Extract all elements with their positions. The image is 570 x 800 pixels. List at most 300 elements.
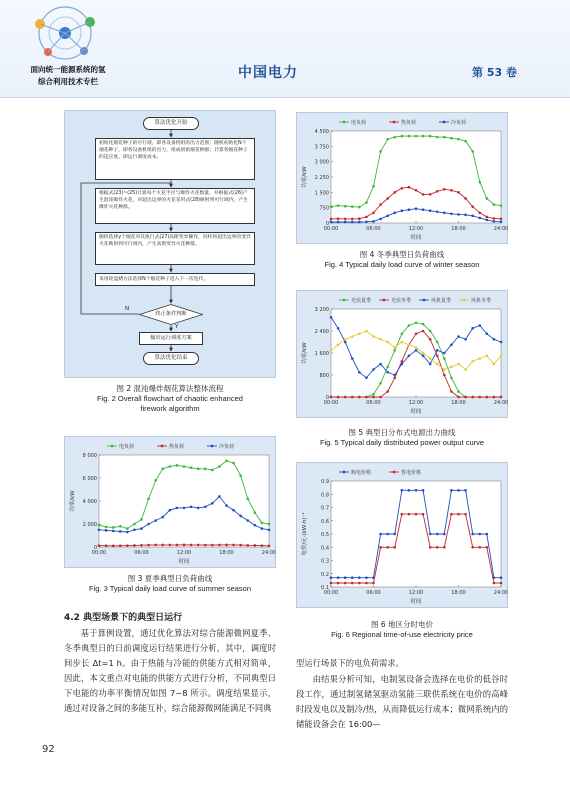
data-point	[450, 390, 453, 393]
data-point	[344, 396, 347, 399]
data-point	[429, 533, 432, 536]
data-point	[393, 211, 396, 214]
data-point	[211, 469, 214, 472]
data-point	[486, 546, 489, 549]
data-point	[379, 150, 382, 153]
data-point	[443, 352, 446, 355]
data-point	[457, 213, 460, 216]
data-point	[500, 341, 503, 344]
data-point	[351, 218, 354, 221]
data-point	[218, 465, 221, 468]
data-point	[169, 465, 172, 468]
fig2-caption-en1: Fig. 2 Overall flowchart of chaotic enhanced	[97, 394, 243, 403]
data-point	[351, 335, 354, 338]
x-tick-label: 18:00	[219, 550, 234, 556]
y-axis-label: 功率/kW	[70, 490, 76, 512]
data-point	[126, 527, 129, 530]
data-point	[344, 338, 347, 341]
fig4-caption-en: Fig. 4 Typical daily load curve of winter season	[324, 260, 480, 269]
data-point	[393, 136, 396, 139]
data-point	[415, 321, 418, 324]
fig4-caption	[296, 250, 508, 270]
data-point	[500, 582, 503, 585]
data-point	[330, 205, 333, 208]
data-point	[401, 187, 404, 190]
data-point	[337, 396, 340, 399]
x-axis-label: 时间	[410, 409, 422, 415]
data-point	[372, 185, 375, 188]
data-point	[112, 526, 115, 529]
data-point	[422, 323, 425, 326]
fig5-caption-cn: 图 5 典型日分布式电源出力曲线	[348, 428, 456, 437]
data-point	[254, 524, 257, 527]
legend-label: 购电价格	[351, 470, 372, 476]
fig5-chart	[297, 291, 509, 419]
data-point	[429, 546, 432, 549]
data-point	[246, 519, 249, 522]
data-point	[464, 338, 467, 341]
data-point	[471, 150, 474, 153]
data-point	[119, 530, 122, 533]
legend-marker	[161, 445, 164, 448]
fig6-chart	[297, 463, 509, 609]
data-point	[351, 221, 354, 224]
data-point	[486, 216, 489, 219]
data-point	[98, 528, 101, 531]
data-point	[500, 220, 503, 223]
data-point	[351, 582, 354, 585]
data-point	[261, 522, 264, 525]
volume-number: 第 53 卷	[472, 66, 517, 79]
data-point	[98, 544, 101, 547]
data-point	[190, 466, 193, 469]
y-tick-label: 6 000	[82, 476, 97, 482]
data-point	[154, 479, 157, 482]
data-point	[401, 341, 404, 344]
data-point	[140, 527, 143, 530]
data-point	[358, 576, 361, 579]
legend-label: 热负荷	[169, 444, 185, 450]
x-tick-label: 00:00	[323, 590, 339, 596]
data-point	[330, 316, 333, 319]
data-point	[429, 363, 432, 366]
data-point	[422, 489, 425, 492]
data-point	[436, 354, 439, 357]
data-point	[393, 376, 396, 379]
data-point	[112, 530, 115, 533]
y-tick-label: 4 000	[82, 499, 97, 505]
legend-marker	[211, 445, 214, 448]
left-body-paragraph: 基于算例设置，通过优化算法对综合能源微网夏季、冬季典型日的日前调度运行结果进行分析，其中，调度时间步长 Δt=1 h。由于热能与冷能的供能方式相对简单，因此，本文重点对电能的供能方式进行分析，不同典型日下电能的功率平衡情况如图 7~8 所示。调度结果显示，通过对设备之间的多能互补，综合能源微网能满足不同典	[64, 628, 276, 713]
x-tick-label: 06:00	[366, 226, 381, 232]
data-point	[386, 371, 389, 374]
data-point	[246, 497, 249, 500]
data-point	[386, 546, 389, 549]
data-point	[330, 396, 333, 399]
y-tick-label: 3 000	[314, 159, 329, 166]
x-tick-label: 12:00	[176, 550, 192, 556]
data-point	[176, 464, 179, 467]
data-point	[436, 210, 439, 213]
data-point	[471, 360, 474, 363]
data-point	[372, 368, 375, 371]
x-tick-label: 18:00	[451, 226, 466, 232]
data-point	[401, 135, 404, 138]
legend-label: 冷负荷	[219, 444, 235, 450]
data-point	[478, 181, 481, 184]
data-point	[436, 341, 439, 344]
y-tick-label: 4 500	[314, 129, 329, 135]
data-point	[372, 335, 375, 338]
legend-label: 售电价格	[401, 470, 422, 476]
section-heading: 4.2 典型场景下的典型日运行	[64, 613, 183, 623]
data-point	[436, 136, 439, 139]
x-tick-label: 18:00	[451, 400, 466, 406]
data-point	[246, 544, 249, 547]
data-point	[211, 502, 214, 505]
data-point	[443, 546, 446, 549]
data-point	[204, 468, 207, 471]
x-tick-label: 06:00	[366, 590, 381, 596]
data-point	[119, 544, 122, 547]
data-point	[436, 190, 439, 193]
data-point	[443, 368, 446, 371]
legend-marker	[443, 121, 446, 124]
y-tick-label: 1 500	[314, 190, 329, 197]
x-tick-label: 18:00	[451, 590, 466, 596]
fig3-caption-cn: 图 3 夏季典型日负荷曲线	[127, 574, 213, 583]
flow-step-init: 初始化烟花种子的可行域，即各设备机组的出力范围；随机初始化N个烟花种子，即各设备机组的出力，组成初始烟花种群；计算各烟花种子的适应度，即运行调度成本。	[95, 138, 255, 180]
data-point	[393, 346, 396, 349]
data-point	[457, 363, 460, 366]
data-point	[478, 533, 481, 536]
data-point	[225, 504, 228, 507]
data-point	[493, 217, 496, 220]
data-point	[330, 221, 333, 224]
data-point	[232, 462, 235, 465]
data-point	[154, 519, 157, 522]
x-tick-label: 24:00	[493, 226, 509, 232]
y-tick-label: 0.6	[321, 518, 329, 525]
legend-label: 风机冬季	[471, 298, 492, 304]
page-number: 92	[42, 744, 55, 755]
fig3-caption-en: Fig. 3 Typical daily load curve of summer season	[88, 584, 252, 593]
data-point	[450, 189, 453, 192]
data-point	[408, 208, 411, 211]
data-point	[450, 376, 453, 379]
y-tick-label: 0.7	[321, 505, 329, 512]
data-point	[393, 374, 396, 377]
legend-label: 热负荷	[401, 120, 417, 126]
data-point	[493, 582, 496, 585]
data-point	[386, 365, 389, 368]
data-point	[183, 465, 186, 468]
data-point	[379, 533, 382, 536]
legend-marker	[343, 299, 346, 302]
data-point	[415, 489, 418, 492]
data-point	[133, 523, 136, 526]
flow-decision-label: 终止条件判断	[155, 311, 187, 317]
data-point	[225, 459, 228, 462]
legend-marker	[111, 445, 114, 448]
data-point	[372, 396, 375, 399]
flow-step-explosion: 根据式(23)~(25)计算每个火花半径与爆炸火花数量，并根据式(26)产生混沌爆炸火花，对超出边界的火花采用式(28)映射到可行域内，产生爆炸火花种群。	[95, 188, 255, 224]
legend-marker	[423, 299, 426, 302]
data-point	[429, 338, 432, 341]
data-point	[486, 219, 489, 222]
data-point	[351, 396, 354, 399]
data-point	[429, 209, 432, 212]
data-point	[365, 220, 368, 223]
data-point	[464, 214, 467, 217]
data-point	[261, 527, 264, 530]
data-point	[486, 332, 489, 335]
data-point	[351, 357, 354, 360]
data-point	[493, 338, 496, 341]
data-point	[457, 191, 460, 194]
y-tick-label: 0	[325, 221, 329, 227]
data-point	[457, 335, 460, 338]
data-point	[486, 197, 489, 200]
data-point	[450, 213, 453, 216]
y-tick-label: 0	[93, 545, 97, 551]
data-point	[422, 330, 425, 333]
data-point	[450, 137, 453, 140]
flow-n-label: N	[125, 306, 130, 312]
journal-title: 中国电力	[238, 65, 298, 81]
legend-label: 电负荷	[119, 444, 135, 450]
data-point	[486, 354, 489, 357]
data-point	[254, 511, 257, 514]
data-point	[457, 390, 460, 393]
flow-start-node: 算法优化开始	[143, 117, 199, 130]
y-tick-label: 2 400	[314, 329, 329, 335]
data-point	[183, 507, 186, 510]
right-body-para1-end: 型运行场景下的电负荷需求。	[296, 658, 404, 668]
data-point	[239, 544, 242, 547]
data-point	[147, 523, 150, 526]
data-point	[386, 138, 389, 141]
x-axis-label: 时间	[410, 599, 422, 605]
data-point	[358, 332, 361, 335]
data-point	[169, 544, 172, 547]
column-logo-icon	[18, 4, 112, 62]
data-point	[126, 544, 129, 547]
data-point	[225, 544, 228, 547]
data-point	[161, 516, 164, 519]
data-point	[126, 531, 129, 534]
data-point	[197, 507, 200, 510]
data-point	[471, 215, 474, 218]
data-point	[358, 582, 361, 585]
data-point	[478, 546, 481, 549]
legend-label: 光伏夏季	[351, 298, 372, 304]
data-point	[365, 216, 368, 219]
data-point	[493, 220, 496, 223]
data-point	[393, 349, 396, 352]
y-tick-label: 0.3	[321, 558, 329, 565]
y-tick-label: 750	[319, 205, 329, 212]
fig6-chart-panel	[296, 462, 508, 608]
data-point	[176, 544, 179, 547]
data-point	[154, 544, 157, 547]
data-point	[429, 357, 432, 360]
legend-label: 冷负荷	[451, 120, 467, 126]
data-point	[268, 523, 271, 526]
y-tick-label: 0.4	[321, 545, 329, 552]
data-point	[478, 324, 481, 327]
data-point	[330, 582, 333, 585]
data-point	[98, 524, 101, 527]
data-point	[330, 218, 333, 221]
data-point	[422, 135, 425, 138]
x-axis-label: 时间	[178, 559, 190, 565]
data-point	[415, 349, 418, 352]
data-point	[379, 218, 382, 221]
fig2-flowchart-panel	[64, 110, 276, 378]
data-point	[337, 582, 340, 585]
data-point	[254, 544, 257, 547]
data-point	[365, 582, 368, 585]
data-point	[147, 544, 150, 547]
data-point	[365, 396, 368, 399]
data-point	[351, 205, 354, 208]
data-point	[232, 509, 235, 512]
data-point	[386, 533, 389, 536]
fig5-caption	[296, 428, 508, 448]
data-point	[197, 544, 200, 547]
flow-step-selection: 采用轮盘赌方法选择N个烟花种子进入下一次迭代。	[95, 273, 255, 286]
data-point	[119, 525, 122, 528]
data-point	[133, 528, 136, 531]
data-point	[471, 327, 474, 330]
data-point	[464, 140, 467, 143]
y-tick-label: 0.5	[321, 532, 329, 538]
special-column-label	[12, 64, 124, 88]
legend-marker	[383, 299, 386, 302]
fig2-caption-en2: firework algorithm	[140, 404, 200, 413]
fig2-caption	[64, 384, 276, 414]
fig3-caption	[64, 574, 276, 594]
data-point	[386, 215, 389, 218]
data-point	[393, 546, 396, 549]
data-point	[436, 546, 439, 549]
data-point	[379, 382, 382, 385]
data-point	[450, 489, 453, 492]
data-point	[486, 533, 489, 536]
y-tick-label: 8 000	[82, 453, 97, 459]
y-tick-label: 2 000	[82, 522, 97, 528]
data-point	[486, 396, 489, 399]
data-point	[365, 330, 368, 333]
legend-label: 光伏冬季	[391, 298, 412, 304]
data-point	[471, 396, 474, 399]
data-point	[500, 576, 503, 579]
data-point	[450, 343, 453, 346]
data-point	[344, 341, 347, 344]
data-point	[500, 218, 503, 221]
x-tick-label: 06:00	[134, 550, 149, 556]
y-tick-label: 800	[319, 373, 329, 379]
data-point	[358, 217, 361, 220]
data-point	[493, 363, 496, 366]
data-point	[429, 330, 432, 333]
data-point	[379, 546, 382, 549]
legend-marker	[393, 121, 396, 124]
data-point	[464, 368, 467, 371]
data-point	[218, 495, 221, 498]
data-point	[204, 505, 207, 508]
fig6-caption	[296, 620, 508, 640]
data-point	[372, 393, 375, 396]
data-point	[408, 343, 411, 346]
data-point	[386, 390, 389, 393]
data-point	[457, 138, 460, 141]
data-point	[386, 341, 389, 344]
x-tick-label: 12:00	[408, 226, 424, 232]
data-point	[415, 332, 418, 335]
y-tick-label: 0.9	[321, 479, 329, 485]
data-point	[500, 354, 503, 357]
y-tick-label: 0	[325, 395, 329, 401]
data-point	[337, 204, 340, 207]
data-point	[401, 360, 404, 363]
data-point	[105, 529, 108, 532]
data-point	[401, 513, 404, 516]
legend-marker	[343, 121, 346, 124]
data-point	[133, 544, 136, 547]
data-point	[239, 515, 242, 518]
data-point	[261, 544, 264, 547]
data-point	[372, 211, 375, 214]
data-point	[379, 203, 382, 206]
legend-label: 风机夏季	[431, 298, 452, 304]
data-point	[436, 349, 439, 352]
data-point	[422, 354, 425, 357]
data-point	[415, 207, 418, 210]
legend-marker	[343, 471, 346, 474]
data-point	[408, 489, 411, 492]
data-point	[344, 221, 347, 224]
y-tick-label: 0.2	[321, 571, 329, 578]
fig4-caption-cn: 图 4 冬季典型日负荷曲线	[359, 250, 445, 259]
data-point	[372, 220, 375, 223]
data-point	[471, 546, 474, 549]
data-point	[493, 203, 496, 206]
data-point	[140, 544, 143, 547]
data-point	[408, 186, 411, 189]
x-tick-label: 24:00	[261, 550, 277, 556]
fig5-caption-en: Fig. 5 Typical daily distributed power output curve	[319, 438, 485, 447]
plot-area	[99, 455, 269, 547]
data-point	[471, 533, 474, 536]
data-point	[190, 544, 193, 547]
x-tick-label: 06:00	[366, 400, 381, 406]
data-point	[500, 396, 503, 399]
data-point	[183, 544, 186, 547]
data-point	[408, 324, 411, 327]
x-tick-label: 12:00	[408, 400, 424, 406]
data-point	[443, 188, 446, 191]
fig3-chart-panel	[64, 436, 276, 568]
data-point	[365, 376, 368, 379]
data-point	[408, 354, 411, 357]
x-axis-label: 时间	[410, 235, 422, 241]
data-point	[379, 396, 382, 399]
x-tick-label: 24:00	[493, 400, 509, 406]
right-body-para2: 由结果分析可知，电制氢设备会选择在电价的低谷时段工作，通过制氢储氢驱动氢能三联供系统在电价的高峰时段发电以及制冷/热，从而降低运行成本；微网系统内的储能设备会在 16:00—	[296, 674, 508, 729]
data-point	[344, 205, 347, 208]
